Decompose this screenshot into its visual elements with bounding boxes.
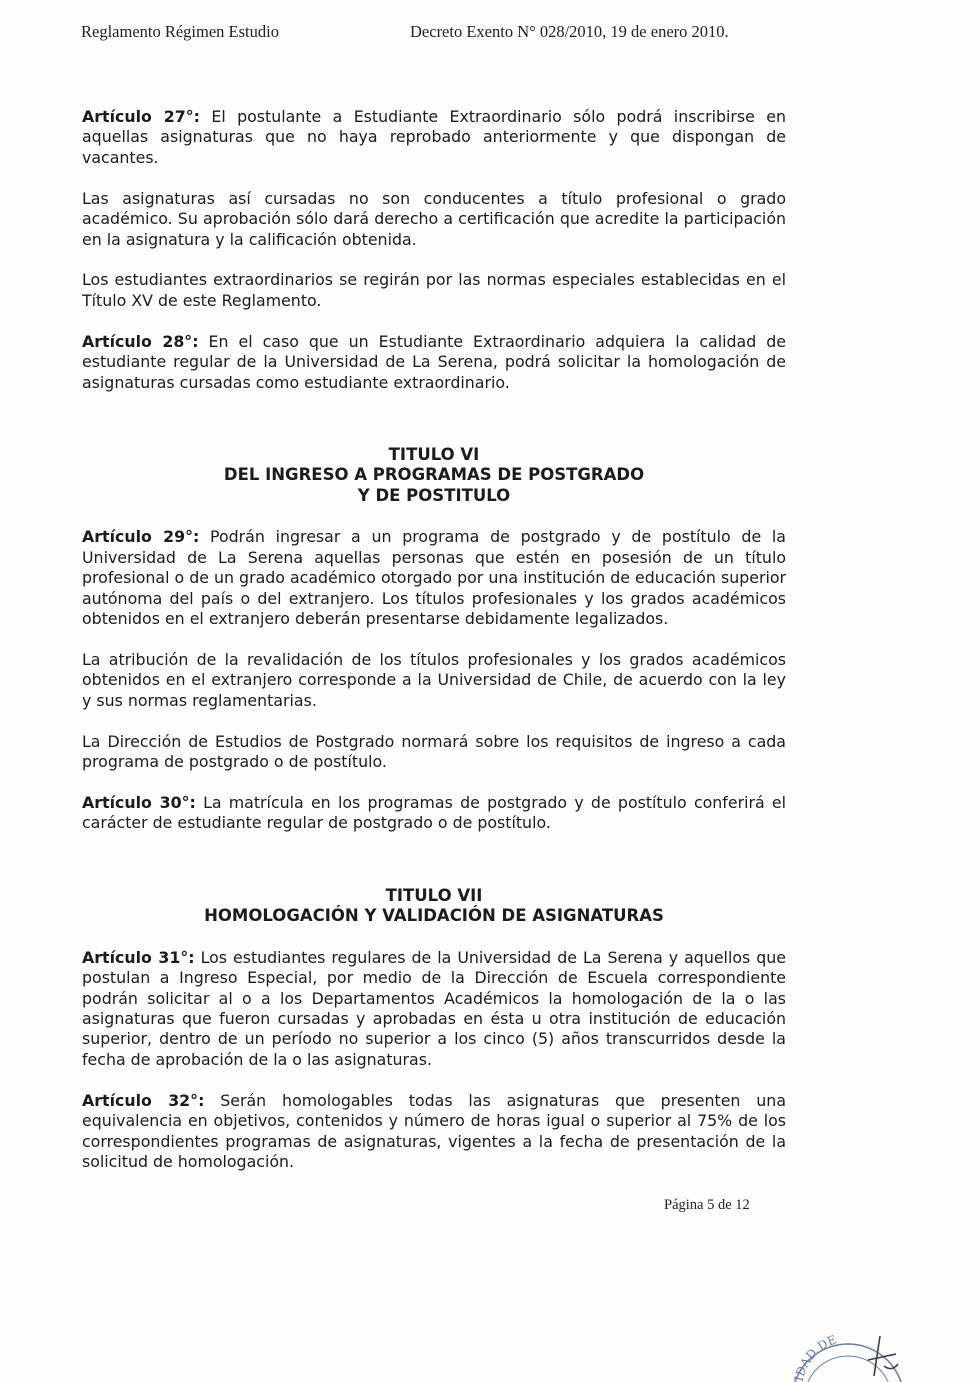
section-title-vi	[82, 445, 786, 507]
article-29	[82, 527, 786, 629]
article-label: Artículo 30°:	[82, 793, 196, 813]
paragraph: Los estudiantes extraordinarios se regirán por las normas especiales establecidas en el Título XV de este Reglamento.	[82, 270, 786, 310]
paragraph: La Dirección de Estudios de Postgrado normará sobre los requisitos de ingreso a cada programa de postgrado o de postítulo.	[82, 731, 786, 772]
header-decree: Decreto Exento N° 028/2010, 19 de enero 2010.	[410, 22, 729, 41]
title-line: TITULO VII	[385, 885, 483, 905]
svg-text:SIDAD DE	[791, 1333, 838, 1382]
stamp-seal-icon	[788, 1330, 918, 1382]
title-line: TITULO VI	[388, 444, 480, 464]
document-body	[82, 107, 786, 1193]
title-line: Y DE POSTITULO	[357, 485, 511, 505]
section-title-vii	[82, 886, 786, 927]
article-label: Artículo 31°:	[82, 947, 195, 967]
article-label: Artículo 29°:	[82, 527, 200, 547]
page-number: Página 5 de 12	[664, 1197, 750, 1213]
article-label: Artículo 27°:	[82, 107, 200, 126]
paragraph: Las asignaturas así cursadas no son conducentes a título profesional o grado académico. Su aprobación sólo dará derecho a certificación que acredite la participación en la asignatura y la calificación obtenida.	[82, 188, 786, 249]
article-text: En el caso que un Estudiante Extraordinario adquiera la calidad de estudiante regular de la Universidad de La Serena, podrá solicitar la homologación de asignaturas cursadas como estudiante extraordinario.	[82, 331, 786, 392]
article-label: Artículo 28°:	[82, 331, 199, 351]
seal-text: IDAD DE	[791, 1332, 839, 1382]
title-line: HOMOLOGACIÓN Y VALIDACIÓN DE ASIGNATURAS	[204, 906, 664, 926]
article-text: La matrícula en los programas de postgrado y de postítulo conferirá el carácter de estudiante regular de postgrado o de postítulo.	[82, 793, 787, 833]
article-text: Podrán ingresar a un programa de postgrado y de postítulo de la Universidad de La Serena aquellas personas que estén en posesión de un título profesional o de un grado académico otorgado por una institución de educación superior autónoma del país o del extranjero. Los títulos profesionales y los grados académicos obtenidos en el extranjero deberán presentarse debidamente legalizados.	[82, 527, 786, 629]
paragraph: La atribución de la revalidación de los títulos profesionales y los grados académicos obtenidos en el extranjero corresponde a la Universidad de Chile, de acuerdo con la ley y sus normas reglamentarias.	[82, 650, 786, 710]
article-text: El postulante a Estudiante Extraordinario sólo podrá inscribirse en aquellas asignaturas que no haya reprobado anteriormente y que dispongan de vacantes.	[82, 107, 786, 167]
article-31	[82, 948, 786, 1070]
article-32	[82, 1091, 786, 1173]
article-30	[82, 793, 786, 834]
article-text: Los estudiantes regulares de la Universidad de La Serena y aquellos que postulan a Ingreso Especial, por medio de la Dirección de Escuela correspondiente podrán solicitar al o a los Departamentos Académicos la homologación de la o las asignaturas que fueron cursadas y aprobadas en ésta u otra institución de educación superior, dentro de un período no superior a los cinco (5) años transcurridos desde la fecha de aprobación de la o las asignaturas.	[82, 947, 786, 1069]
article-28	[82, 332, 786, 393]
header-title: Reglamento Régimen Estudio	[81, 22, 279, 41]
title-line: DEL INGRESO A PROGRAMAS DE POSTGRADO	[223, 465, 645, 485]
article-27	[82, 107, 786, 168]
article-text: Serán homologables todas las asignaturas que presenten una equivalencia en objetivos, contenidos y número de horas igual o superior al 75% de los correspondientes programas de asignaturas, vigentes a la fecha de presentación de la solicitud de homologación.	[82, 1090, 787, 1171]
article-label: Artículo 32°:	[82, 1090, 205, 1110]
